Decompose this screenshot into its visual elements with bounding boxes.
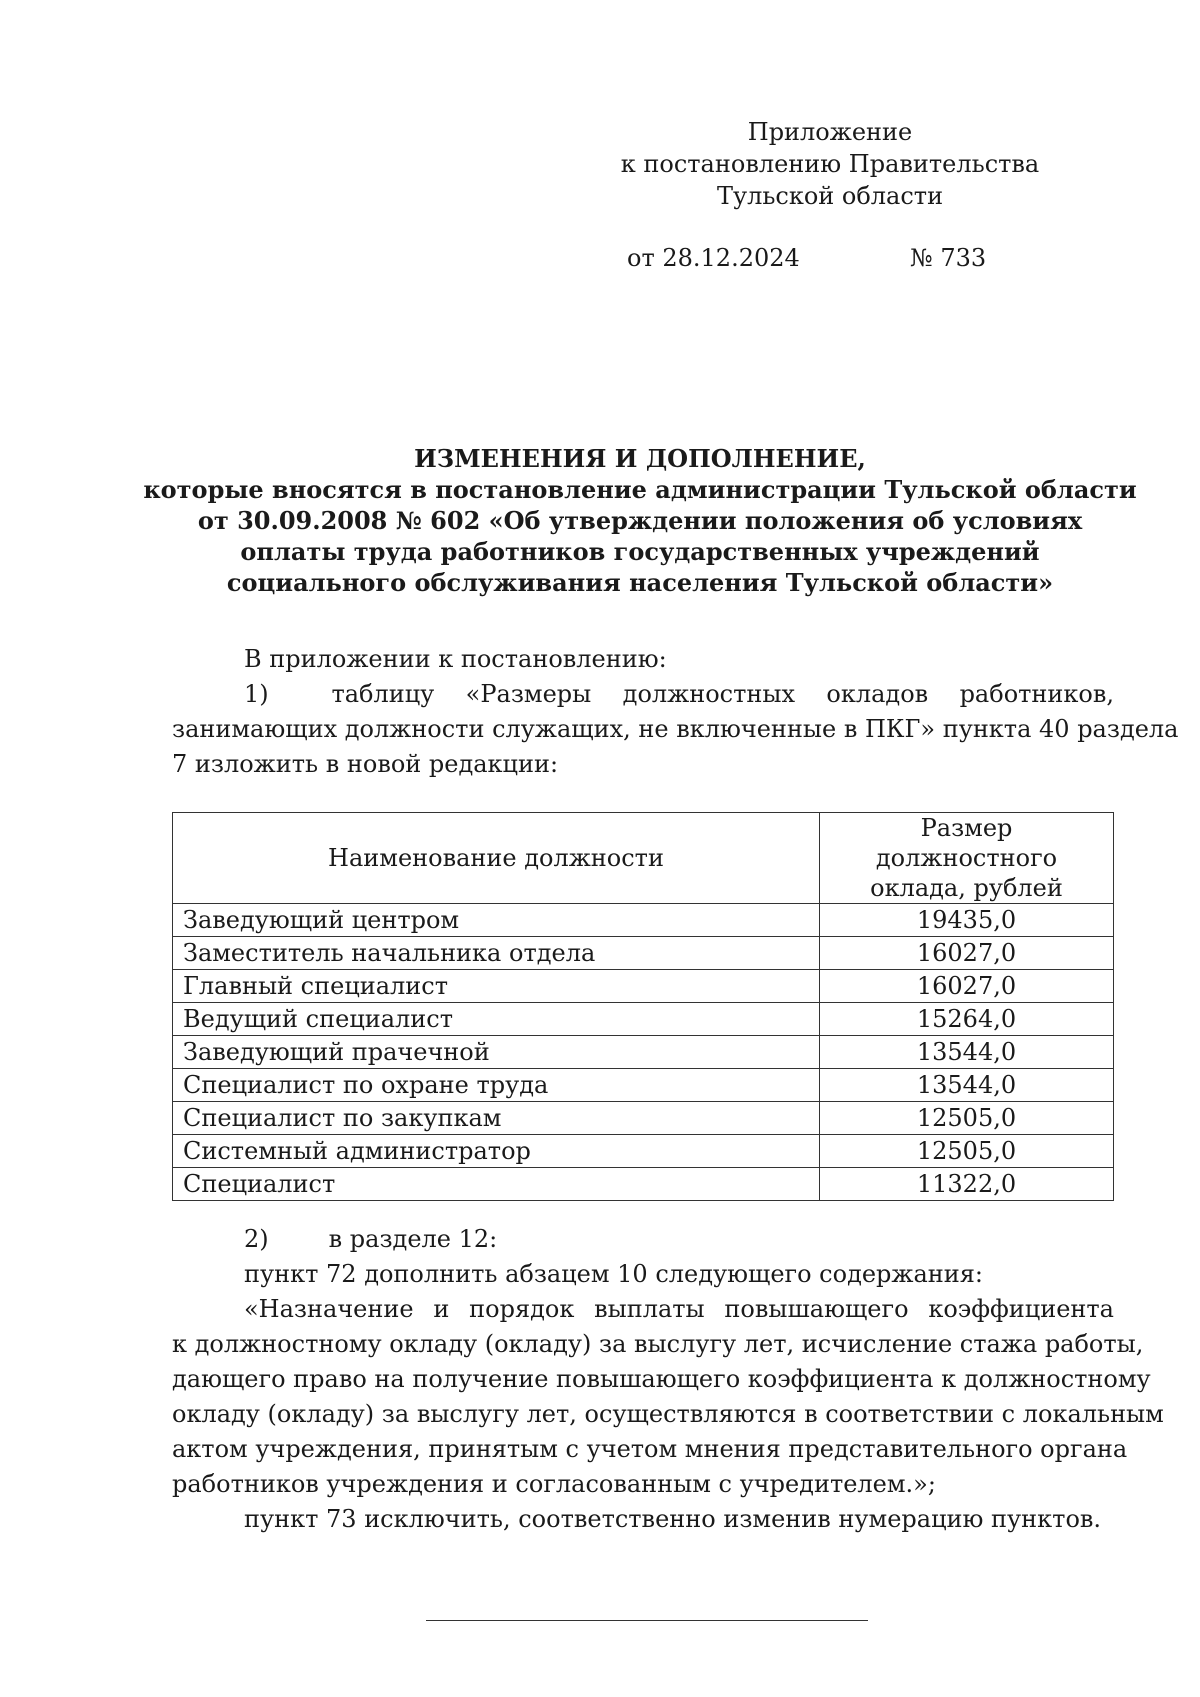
intro-text: В приложении к постановлению: bbox=[244, 645, 667, 673]
salary-value: 15264,0 bbox=[820, 1003, 1114, 1036]
position-name: Специалист по закупкам bbox=[173, 1102, 820, 1135]
title-line-3: от 30.09.2008 № 602 «Об утверждении положения об условиях bbox=[197, 506, 1083, 535]
table-row bbox=[173, 1135, 1114, 1168]
salary-value: 12505,0 bbox=[820, 1102, 1114, 1135]
title-line-5: социального обслуживания населения Тульской области» bbox=[226, 568, 1054, 597]
table-row bbox=[173, 1003, 1114, 1036]
position-name: Ведущий специалист bbox=[173, 1003, 820, 1036]
header-salary-line-2: оклада, рублей bbox=[870, 874, 1063, 902]
appendix-line-2: к постановлению Правительства bbox=[620, 150, 1040, 178]
position-name: Заместитель начальника отдела bbox=[173, 937, 820, 970]
quote-line-2: к должностному окладу (окладу) за выслугу лет, исчисление стажа работы, bbox=[172, 1330, 1144, 1358]
salary-value: 11322,0 bbox=[820, 1168, 1114, 1201]
table-header-row bbox=[173, 813, 1114, 904]
header-salary-line-1: Размер должностного bbox=[875, 814, 1058, 872]
quote-line-3: дающего право на получение повышающего коэффициента к должностному bbox=[172, 1365, 1151, 1393]
decree-number: № 733 bbox=[910, 244, 987, 272]
position-name: Главный специалист bbox=[173, 970, 820, 1003]
salary-value: 12505,0 bbox=[820, 1135, 1114, 1168]
item-1-line-1: 1) таблицу «Размеры должностных окладов работников, bbox=[244, 680, 1114, 708]
item-1-line-2: занимающих должности служащих, не включенные в ПКГ» пункта 40 раздела bbox=[172, 715, 1179, 743]
quote-line-5: актом учреждения, принятым с учетом мнения представительного органа bbox=[172, 1435, 1128, 1463]
position-name: Системный администратор bbox=[173, 1135, 820, 1168]
salary-value: 16027,0 bbox=[820, 970, 1114, 1003]
table-row bbox=[173, 1036, 1114, 1069]
item-2-text: в разделе 12: bbox=[328, 1225, 498, 1253]
table-row bbox=[173, 1069, 1114, 1102]
table-row bbox=[173, 970, 1114, 1003]
item-2-point-73: пункт 73 исключить, соответственно изменив нумерацию пунктов. bbox=[244, 1505, 1102, 1533]
quote-line-6: работников учреждения и согласованным с учредителем.»; bbox=[172, 1470, 936, 1498]
table-row bbox=[173, 1102, 1114, 1135]
salary-value: 13544,0 bbox=[820, 1069, 1114, 1102]
appendix-line-3: Тульской области bbox=[716, 182, 944, 210]
decree-date: от 28.12.2024 bbox=[627, 244, 800, 272]
appendix-line-1: Приложение bbox=[747, 118, 913, 146]
table-row bbox=[173, 904, 1114, 937]
table-row bbox=[173, 937, 1114, 970]
appendix-header bbox=[620, 116, 1040, 212]
salary-table bbox=[172, 812, 1114, 1201]
item-2-paragraph bbox=[172, 1222, 1164, 1537]
position-name: Специалист по охране труда bbox=[173, 1069, 820, 1102]
quote-line-1: «Назначение и порядок выплаты повышающего коэффициента bbox=[244, 1295, 1114, 1323]
position-name: Заведующий центром bbox=[173, 904, 820, 937]
position-name: Заведующий прачечной bbox=[173, 1036, 820, 1069]
end-separator-line bbox=[426, 1620, 868, 1621]
item-1-line-3: 7 изложить в новой редакции: bbox=[172, 750, 559, 778]
title-line-1: ИЗМЕНЕНИЯ И ДОПОЛНЕНИЕ, bbox=[414, 444, 866, 473]
table-row bbox=[173, 1168, 1114, 1201]
intro-paragraph bbox=[172, 642, 1114, 677]
title-line-4: оплаты труда работников государственных учреждений bbox=[240, 537, 1040, 566]
quote-line-4: окладу (окладу) за выслугу лет, осуществляются в соответствии с локальным bbox=[172, 1400, 1164, 1428]
salary-value: 16027,0 bbox=[820, 937, 1114, 970]
position-name: Специалист bbox=[173, 1168, 820, 1201]
title-line-2: которые вносятся в постановление администрации Тульской области bbox=[143, 475, 1137, 504]
salary-value: 13544,0 bbox=[820, 1036, 1114, 1069]
document-title bbox=[120, 443, 1160, 598]
salary-value: 19435,0 bbox=[820, 904, 1114, 937]
header-position-name: Наименование должности bbox=[173, 813, 820, 904]
item-1-paragraph bbox=[172, 677, 1179, 782]
item-2-heading bbox=[172, 1222, 1114, 1257]
item-2-point-72: пункт 72 дополнить абзацем 10 следующего содержания: bbox=[244, 1260, 984, 1288]
header-salary bbox=[820, 813, 1114, 904]
item-2-label: 2) bbox=[244, 1225, 269, 1253]
